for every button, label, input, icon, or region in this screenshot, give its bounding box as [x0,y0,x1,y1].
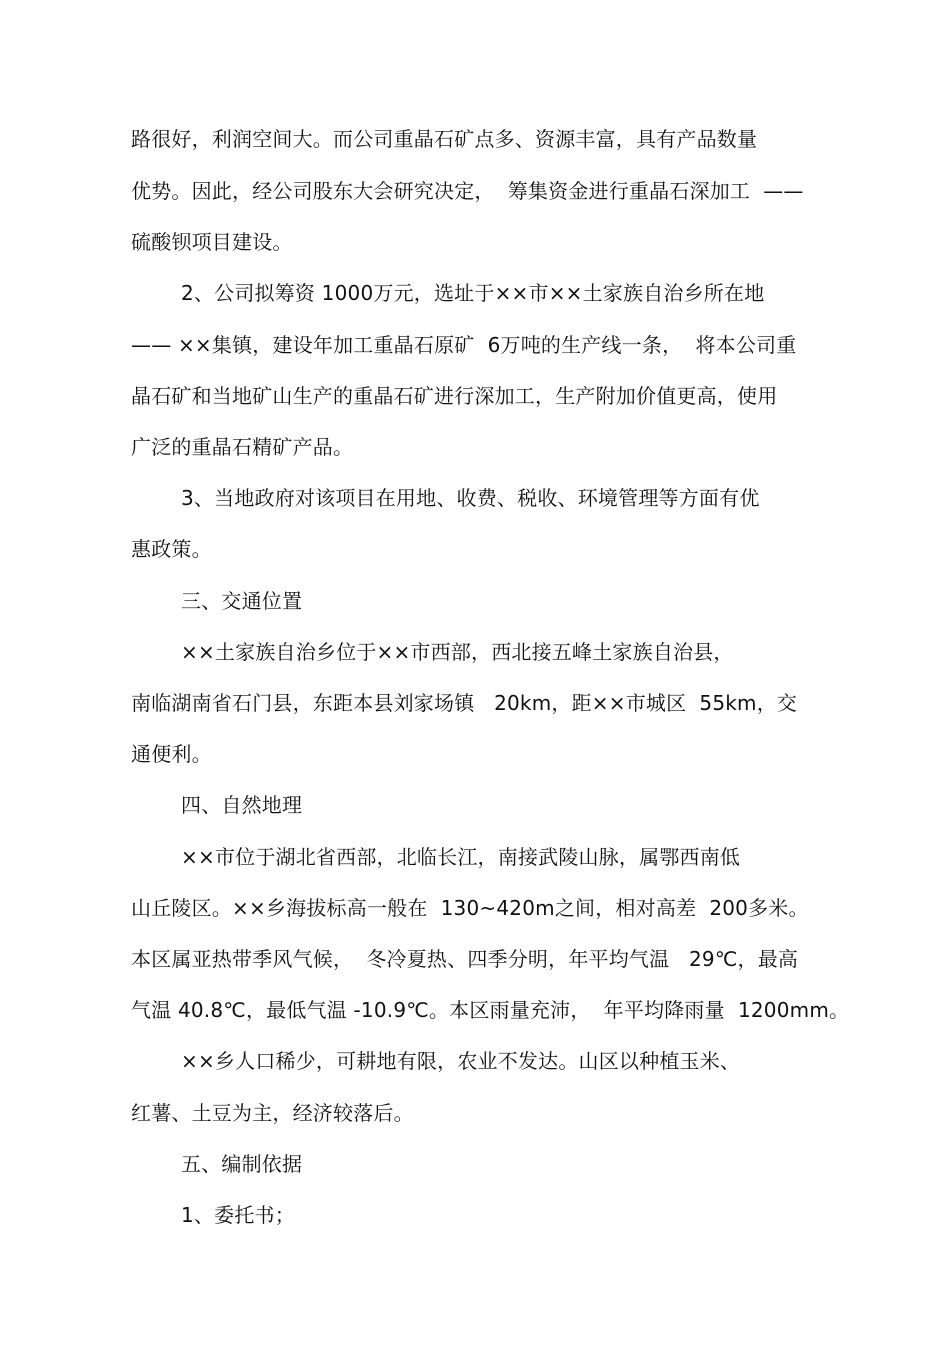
text-line: 优势。因此，经公司股东大会研究决定， 筹集资金进行重晶石深加工 —— [131,179,804,203]
section-heading: 四、自然地理 [181,793,303,817]
text-line: 2、公司拟筹资 1000万元，选址于××市××土家族自治乡所在地 [181,281,765,305]
text-line: 气温 40.8℃，最低气温 -10.9℃。本区雨量充沛， 年平均降雨量 1200mm。 [131,998,850,1022]
text-line: 广泛的重晶石精矿产品。 [131,435,354,459]
text-line: 路很好，利润空间大。而公司重晶石矿点多、资源丰富，具有产品数量 [131,127,758,151]
text-line: ××乡人口稀少，可耕地有限，农业不发达。山区以种植玉米、 [181,1049,741,1073]
text-line: ××市位于湖北省西部，北临长江，南接武陵山脉，属鄂西南低 [181,845,741,869]
text-line: 山丘陵区。××乡海拔标高一般在 130~420m之间，相对高差 200多米。 [131,896,809,920]
text-line: —— ××集镇，建设年加工重晶石原矿 6万吨的生产线一条， 将本公司重 [131,333,797,357]
text-line: 1、委托书； [181,1203,295,1227]
text-line: 通便利。 [131,742,212,766]
text-line: ××土家族自治乡位于××市西部，西北接五峰土家族自治县， [181,640,734,664]
text-line: 惠政策。 [131,537,212,561]
text-line: 3、当地政府对该项目在用地、收费、税收、环境管理等方面有优 [181,486,760,510]
text-line: 南临湖南省石门县，东距本县刘家场镇 20km，距××市城区 55km，交 [131,691,798,715]
text-line: 硫酸钡项目建设。 [131,230,293,254]
text-line: 晶石矿和当地矿山生产的重晶石矿进行深加工，生产附加价值更高，使用 [131,384,778,408]
text-line: 红薯、土豆为主，经济较落后。 [131,1101,414,1125]
section-heading: 三、交通位置 [181,589,303,613]
text-line: 本区属亚热带季风气候， 冬冷夏热、四季分明，年平均气温 29℃，最高 [131,947,799,971]
section-heading: 五、编制依据 [181,1152,303,1176]
